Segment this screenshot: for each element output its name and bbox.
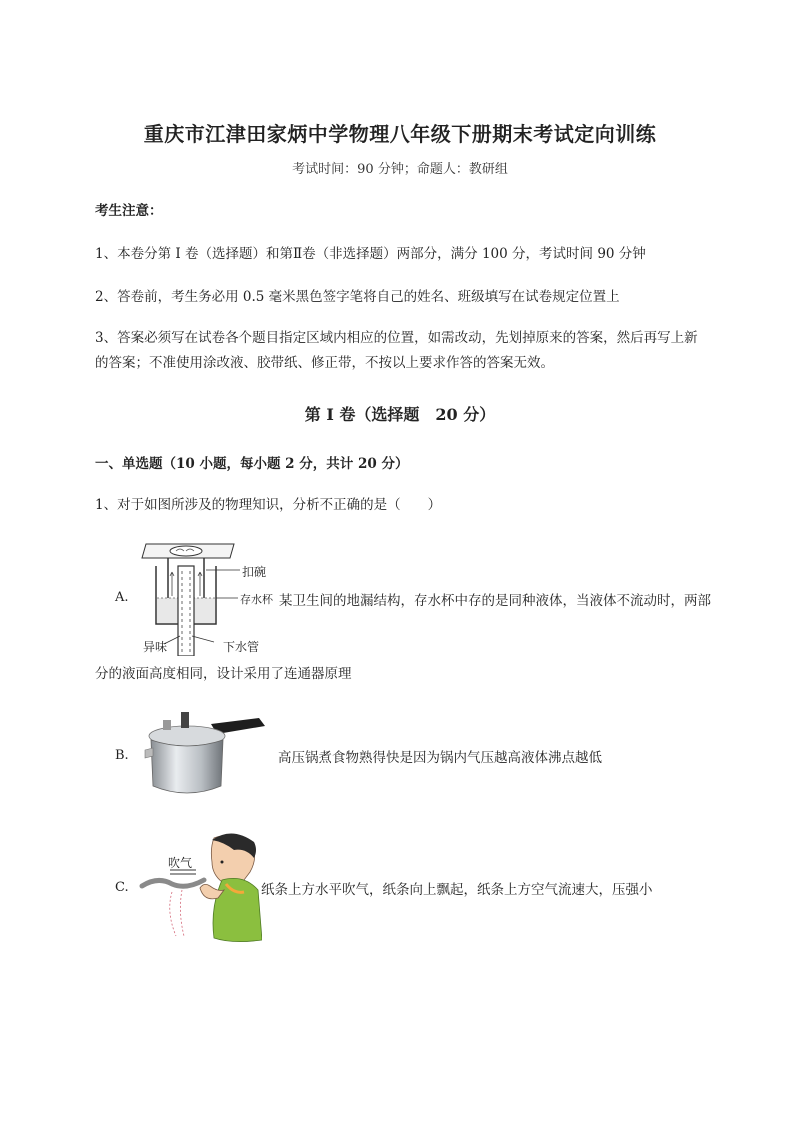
option-b-text: 高压锅煮食物熟得快是因为锅内气压越高液体沸点越低 (278, 750, 602, 766)
option-a-text-continued: 分的液面高度相同，设计采用了连通器原理 (95, 666, 352, 682)
label-bowl: 扣碗 (242, 565, 267, 579)
exam-info: 考试时间：90 分钟；命题人：教研组 (292, 162, 508, 177)
blowing-paper-image (134, 832, 262, 944)
notice-heading: 考生注意： (95, 203, 163, 219)
notice-item-3: 3、答案必须写在试卷各个题目指定区域内相应的位置，如需改动，先划掉原来的答案，然后再写上新 (95, 330, 698, 346)
option-a-letter: A. (115, 590, 129, 605)
label-cup: 存水杯 (240, 593, 273, 606)
section-title: 第 I 卷（选择题 20 分） (304, 405, 496, 424)
pressure-cooker-image (141, 706, 267, 802)
page-title: 重庆市江津田家炳中学物理八年级下册期末考试定向训练 (143, 122, 657, 146)
notice-item-1: 1、本卷分第 I 卷（选择题）和第Ⅱ卷（非选择题）两部分，满分 100 分，考试时间 90 分钟 (95, 246, 646, 262)
notice-item-2: 2、答卷前，考生务必用 0.5 毫米黑色签字笔将自己的姓名、班级填写在试卷规定位置上 (95, 289, 620, 305)
label-odor: 异味 (143, 640, 168, 654)
question-stem: 1、对于如图所涉及的物理知识，分析不正确的是（ ） (95, 497, 442, 513)
option-c-letter: C. (115, 880, 129, 895)
option-b-letter: B. (115, 748, 129, 763)
label-blow: 吹气 (168, 856, 193, 870)
part-heading: 一、单选题（10 小题，每小题 2 分，共计 20 分） (95, 456, 409, 472)
option-a-text: 某卫生间的地漏结构，存水杯中存的是同种液体，当液体不流动时，两部 (279, 593, 711, 609)
notice-item-3-continued: 的答案；不准使用涂改液、胶带纸、修正带，不按以上要求作答的答案无效。 (95, 355, 554, 371)
option-c-text: 纸条上方水平吹气，纸条向上飘起，纸条上方空气流速大，压强小 (261, 882, 653, 898)
label-pipe: 下水管 (223, 640, 260, 654)
